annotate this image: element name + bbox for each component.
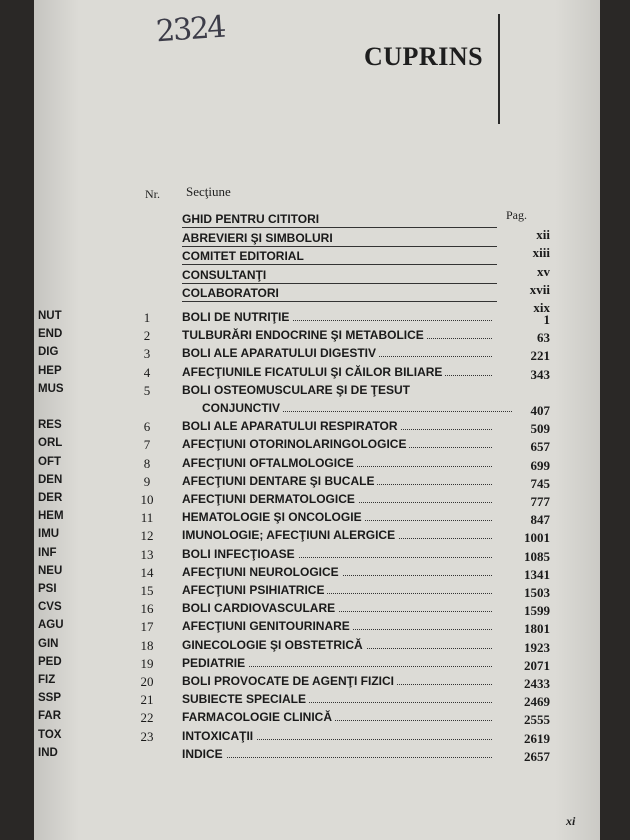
entry-title — [182, 692, 492, 706]
entry-title — [182, 328, 492, 342]
section-number: 5 — [143, 383, 151, 398]
toc-entry-tox[interactable] — [34, 729, 600, 745]
entry-title-text: CONSULTANŢI — [182, 268, 269, 282]
entry-title-text: AFECŢIUNI OTORINOLARINGOLOGICE — [182, 437, 409, 451]
entry-title-text: AFECŢIUNI PSIHIATRICE — [182, 583, 327, 597]
entry-title-text: BOLI ALE APARATULUI DIGESTIV — [182, 346, 379, 360]
section-abbreviation: NEU — [38, 565, 63, 577]
entry-title-text: BOLI ALE APARATULUI RESPIRATOR — [182, 419, 401, 433]
leader-dots — [182, 757, 492, 758]
entry-title — [182, 346, 492, 360]
entry-page-number: 1 — [543, 312, 550, 327]
entry-title-text: AFECŢIUNI DERMATOLOGICE — [182, 492, 358, 506]
section-abbreviation: HEP — [38, 365, 62, 377]
section-abbreviation: FIZ — [38, 674, 56, 686]
entry-page-number: 63 — [537, 330, 550, 345]
entry-title — [182, 674, 492, 688]
section-number: 13 — [140, 547, 154, 562]
toc-entry-dig[interactable] — [34, 346, 600, 362]
entry-title-text: PEDIATRIE — [182, 656, 248, 670]
entry-title — [182, 565, 492, 579]
entry-title — [182, 583, 492, 597]
section-abbreviation: TOX — [38, 729, 62, 741]
section-number: 9 — [143, 474, 151, 489]
section-abbreviation: AGU — [38, 619, 64, 631]
section-number: 12 — [140, 528, 154, 543]
section-abbreviation: PED — [38, 656, 62, 668]
entry-title-text: BOLI INFECŢIOASE — [182, 547, 298, 561]
entry-title-text: SUBIECTE SPECIALE — [182, 692, 309, 706]
entry-title — [182, 619, 492, 633]
entry-title-text: BOLI CARDIOVASCULARE — [182, 601, 338, 615]
entry-title — [182, 419, 492, 433]
section-number: 4 — [143, 365, 151, 380]
entry-title-text: COMITET EDITORIAL — [182, 249, 307, 263]
entry-title — [182, 747, 492, 761]
entry-title-text: BOLI DE NUTRIŢIE — [182, 310, 292, 324]
entry-title-text: AFECŢIUNILE FICATULUI ŞI CĂILOR BILIARE — [182, 365, 445, 379]
entry-title — [182, 310, 492, 324]
section-number: 22 — [140, 710, 154, 725]
entry-title — [182, 656, 492, 670]
toc-entry-orl[interactable] — [34, 437, 600, 453]
entry-page-number: 2657 — [524, 749, 550, 764]
entry-page-number: xvii — [529, 282, 550, 297]
toc-entry-der[interactable] — [34, 492, 600, 508]
section-abbreviation: GIN — [38, 638, 59, 650]
handwritten-mark: 2324 — [154, 9, 226, 50]
entry-page-number: 1341 — [524, 567, 550, 582]
toc-entry-cvs[interactable] — [34, 601, 600, 617]
entry-title — [182, 510, 492, 524]
entry-page-number: xix — [533, 300, 550, 315]
entry-page-number: xv — [537, 264, 550, 279]
entry-title — [182, 365, 492, 379]
section-abbreviation: FAR — [38, 710, 61, 722]
section-abbreviation: PSI — [38, 583, 57, 595]
toc-entry-gin[interactable] — [34, 638, 600, 654]
entry-title — [182, 383, 492, 397]
toc-entry-continuation — [34, 401, 600, 417]
section-number: 11 — [140, 510, 154, 525]
entry-title — [182, 474, 492, 488]
section-number: 6 — [143, 419, 151, 434]
toc-entry-inf[interactable] — [34, 547, 600, 563]
front-matter-page-row — [34, 286, 600, 315]
section-abbreviation: NUT — [38, 310, 62, 322]
entry-title — [182, 456, 492, 470]
entry-page-number: 407 — [530, 403, 550, 418]
section-abbreviation: ORL — [38, 437, 63, 449]
entry-title — [182, 437, 492, 451]
entry-page-number: 1801 — [524, 621, 550, 636]
section-number: 23 — [140, 729, 154, 744]
section-abbreviation: MUS — [38, 383, 64, 395]
entry-title-text: AFECŢIUNI OFTALMOLOGICE — [182, 456, 357, 470]
toc-entry-imu[interactable] — [34, 528, 600, 544]
entry-title-text: AFECŢIUNI DENTARE ŞI BUCALE — [182, 474, 377, 488]
entry-title-text: GHID PENTRU CITITORI — [182, 212, 322, 226]
book-page — [34, 0, 600, 840]
section-abbreviation: DEN — [38, 474, 63, 486]
entry-page-number: 745 — [530, 476, 550, 491]
entry-title-text: BOLI PROVOCATE DE AGENŢI FIZICI — [182, 674, 397, 688]
toc-entry-hem[interactable] — [34, 510, 600, 526]
section-number: 16 — [140, 601, 154, 616]
toc-entry-hep[interactable] — [34, 365, 600, 381]
entry-page-number: 509 — [530, 421, 550, 436]
toc-entry-den[interactable] — [34, 474, 600, 490]
entry-title-continued — [202, 401, 512, 415]
entry-page-number: 657 — [530, 439, 550, 454]
toc-entry-end[interactable] — [34, 328, 600, 344]
entry-page-number: 2433 — [524, 676, 550, 691]
header-divider — [498, 14, 500, 124]
entry-title-text: INDICE — [182, 747, 226, 761]
entry-title — [182, 547, 492, 561]
section-abbreviation: DIG — [38, 346, 59, 358]
section-number: 14 — [140, 565, 154, 580]
entry-page-number: 1923 — [524, 640, 550, 655]
section-abbreviation: END — [38, 328, 63, 340]
column-header-page: Pag. — [506, 208, 527, 222]
section-number: 20 — [140, 674, 154, 689]
section-number: 7 — [143, 437, 151, 452]
column-header-nr: Nr. — [145, 187, 160, 201]
entry-page-number: 2619 — [524, 731, 550, 746]
entry-title-text: COLABORATORI — [182, 286, 282, 300]
toc-entry-psi[interactable] — [34, 583, 600, 599]
entry-title-text: FARMACOLOGIE CLINICĂ — [182, 710, 335, 724]
entry-page-number: 1001 — [524, 530, 550, 545]
toc-entry-neu[interactable] — [34, 565, 600, 581]
entry-page-number: 1085 — [524, 549, 550, 564]
toc-entry-oft[interactable] — [34, 456, 600, 472]
section-number: 10 — [140, 492, 154, 507]
page-title: CUPRINS — [364, 42, 484, 71]
section-number: 19 — [140, 656, 154, 671]
column-header-section: Secţiune — [186, 184, 231, 199]
entry-title-text: CONJUNCTIV — [202, 401, 283, 415]
entry-title — [182, 492, 492, 506]
section-abbreviation: OFT — [38, 456, 61, 468]
entry-page-number: 777 — [530, 494, 550, 509]
section-number: 18 — [140, 638, 154, 653]
entry-title — [182, 528, 492, 542]
toc-entry-far[interactable] — [34, 710, 600, 726]
entry-page-number: 221 — [530, 348, 550, 363]
toc-entry-nut[interactable] — [34, 310, 600, 326]
toc-entry-agu[interactable] — [34, 619, 600, 635]
toc-entry-res[interactable] — [34, 419, 600, 435]
entry-title-text: AFECŢIUNI NEUROLOGICE — [182, 565, 342, 579]
entry-title-text: ABREVIERI ŞI SIMBOLURI — [182, 231, 336, 245]
section-abbreviation: SSP — [38, 692, 62, 704]
section-abbreviation: INF — [38, 547, 57, 559]
entry-title-text: BOLI OSTEOMUSCULARE ŞI DE ŢESUT — [182, 383, 413, 397]
entry-page-number: 1599 — [524, 603, 550, 618]
toc-entry-ped[interactable] — [34, 656, 600, 672]
entry-title-text: TULBURĂRI ENDOCRINE ŞI METABOLICE — [182, 328, 427, 342]
section-number: 21 — [140, 692, 154, 707]
section-number: 8 — [143, 456, 151, 471]
entry-page-number: 2071 — [524, 658, 550, 673]
entry-page-number: 2555 — [524, 712, 550, 727]
page-number: xi — [566, 814, 576, 828]
entry-title — [182, 601, 492, 615]
section-abbreviation: IMU — [38, 528, 60, 540]
entry-title-text: INTOXICAŢII — [182, 729, 256, 743]
toc-entry-fiz[interactable] — [34, 674, 600, 690]
section-number: 15 — [140, 583, 154, 598]
entry-page-number: 343 — [530, 367, 550, 382]
toc-entry-ind[interactable] — [34, 747, 600, 763]
entry-title-text: AFECŢIUNI GENITOURINARE — [182, 619, 353, 633]
toc-entry-mus[interactable] — [34, 383, 600, 399]
section-abbreviation: IND — [38, 747, 58, 759]
section-number: 3 — [143, 346, 151, 361]
entry-title-text: IMUNOLOGIE; AFECŢIUNI ALERGICE — [182, 528, 398, 542]
section-number: 2 — [143, 328, 151, 343]
section-number: 1 — [143, 310, 151, 325]
section-number: 17 — [140, 619, 154, 634]
entry-title-text: GINECOLOGIE ŞI OBSTETRICĂ — [182, 638, 366, 652]
entry-page-number: 699 — [530, 458, 550, 473]
entry-title — [182, 729, 492, 743]
entry-page-number: 1503 — [524, 585, 550, 600]
entry-page-number: 847 — [530, 512, 550, 527]
entry-title-text: HEMATOLOGIE ŞI ONCOLOGIE — [182, 510, 365, 524]
entry-title — [182, 638, 492, 652]
section-abbreviation: RES — [38, 419, 62, 431]
section-abbreviation: DER — [38, 492, 63, 504]
entry-title — [182, 710, 492, 724]
entry-page-number: 2469 — [524, 694, 550, 709]
toc-entry-ssp[interactable] — [34, 692, 600, 708]
section-abbreviation: HEM — [38, 510, 64, 522]
entry-page-number: xiii — [532, 245, 550, 260]
entry-page-number: xii — [536, 227, 550, 242]
section-abbreviation: CVS — [38, 601, 62, 613]
